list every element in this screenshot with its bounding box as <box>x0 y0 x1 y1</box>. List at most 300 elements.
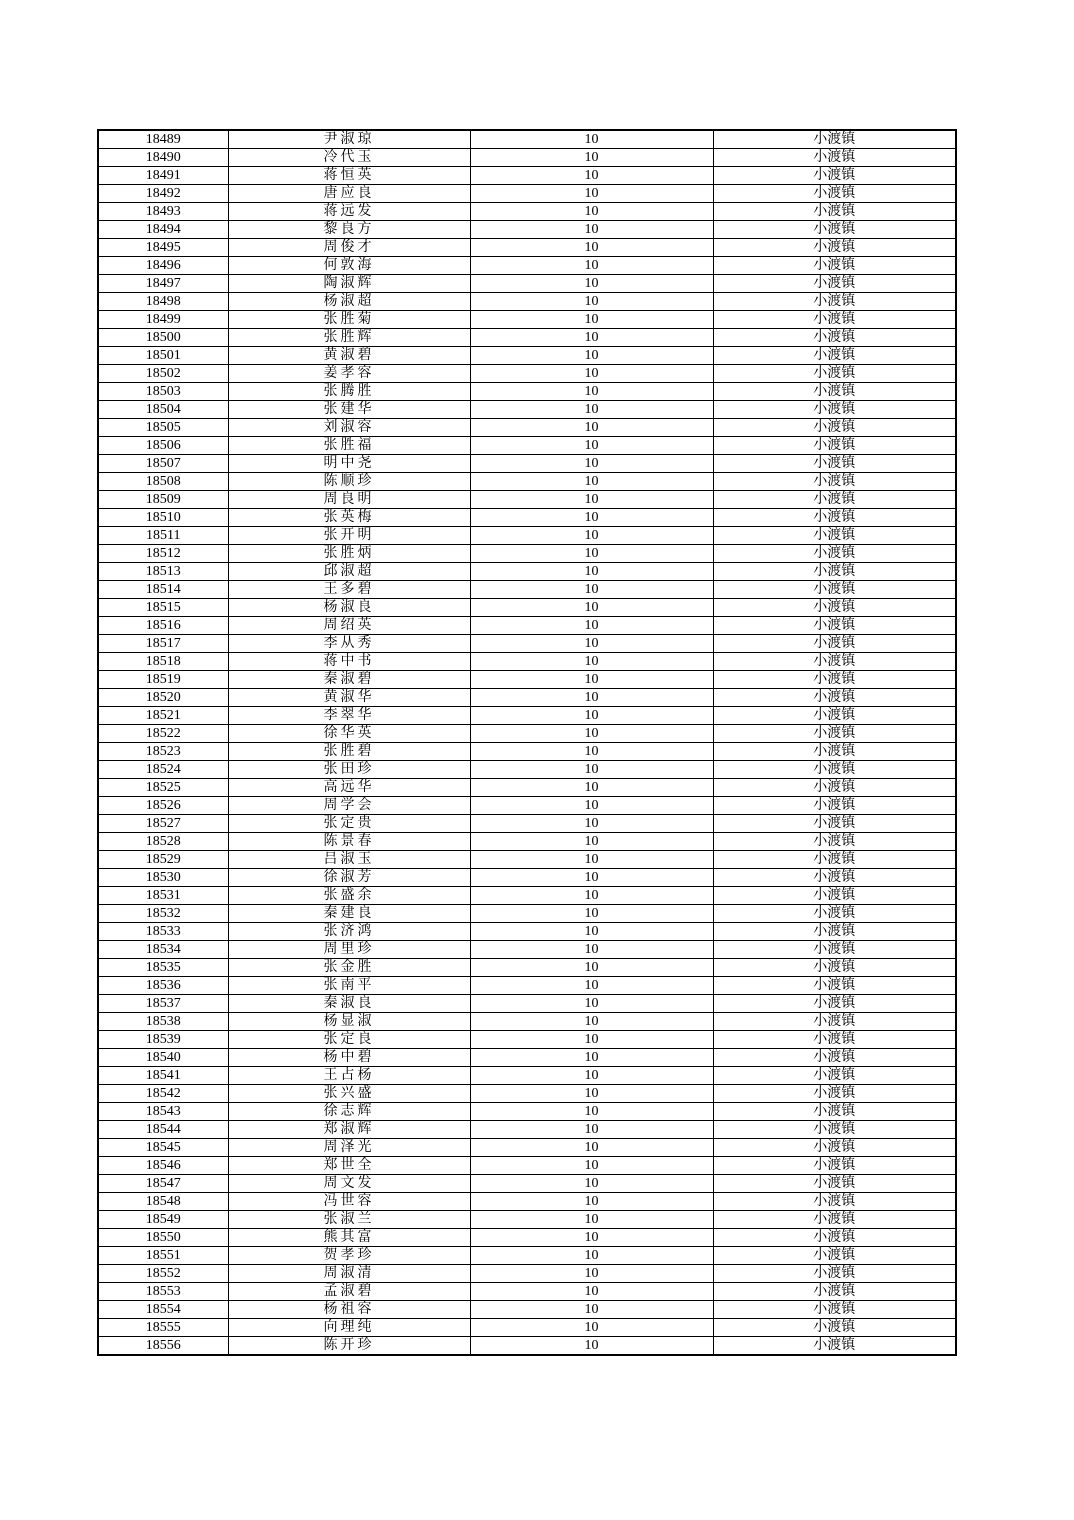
amount-cell: 10 <box>470 563 713 581</box>
amount-cell: 10 <box>470 941 713 959</box>
row-number-cell: 18493 <box>98 203 228 221</box>
name-cell: 周俊才 <box>228 239 470 257</box>
row-number-cell: 18554 <box>98 1301 228 1319</box>
name-cell: 张胜福 <box>228 437 470 455</box>
name-cell: 周绍英 <box>228 617 470 635</box>
name-cell: 吕淑玉 <box>228 851 470 869</box>
table-row <box>98 869 956 887</box>
row-number-cell: 18532 <box>98 905 228 923</box>
table-row <box>98 203 956 221</box>
row-number-cell: 18546 <box>98 1157 228 1175</box>
name-cell: 杨祖容 <box>228 1301 470 1319</box>
table-row <box>98 419 956 437</box>
name-cell: 张金胜 <box>228 959 470 977</box>
table-row <box>98 941 956 959</box>
row-number-cell: 18513 <box>98 563 228 581</box>
amount-cell: 10 <box>470 401 713 419</box>
row-number-cell: 18521 <box>98 707 228 725</box>
table-row <box>98 923 956 941</box>
amount-cell: 10 <box>470 725 713 743</box>
amount-cell: 10 <box>470 455 713 473</box>
amount-cell: 10 <box>470 1247 713 1265</box>
amount-cell: 10 <box>470 293 713 311</box>
table-row <box>98 275 956 293</box>
amount-cell: 10 <box>470 1139 713 1157</box>
town-cell: 小渡镇 <box>713 1229 956 1247</box>
amount-cell: 10 <box>470 1157 713 1175</box>
amount-cell: 10 <box>470 833 713 851</box>
name-cell: 陈景春 <box>228 833 470 851</box>
row-number-cell: 18531 <box>98 887 228 905</box>
amount-cell: 10 <box>470 635 713 653</box>
table-row <box>98 1103 956 1121</box>
roster-table <box>97 129 957 1356</box>
roster-body <box>98 130 956 1355</box>
name-cell: 张开明 <box>228 527 470 545</box>
town-cell: 小渡镇 <box>713 743 956 761</box>
amount-cell: 10 <box>470 1211 713 1229</box>
table-row <box>98 1067 956 1085</box>
town-cell: 小渡镇 <box>713 617 956 635</box>
row-number-cell: 18527 <box>98 815 228 833</box>
town-cell: 小渡镇 <box>713 509 956 527</box>
town-cell: 小渡镇 <box>713 167 956 185</box>
town-cell: 小渡镇 <box>713 833 956 851</box>
town-cell: 小渡镇 <box>713 815 956 833</box>
name-cell: 杨中碧 <box>228 1049 470 1067</box>
name-cell: 贺孝珍 <box>228 1247 470 1265</box>
amount-cell: 10 <box>470 185 713 203</box>
name-cell: 张南平 <box>228 977 470 995</box>
table-row <box>98 1013 956 1031</box>
row-number-cell: 18551 <box>98 1247 228 1265</box>
name-cell: 蒋中书 <box>228 653 470 671</box>
town-cell: 小渡镇 <box>713 1013 956 1031</box>
amount-cell: 10 <box>470 509 713 527</box>
town-cell: 小渡镇 <box>713 293 956 311</box>
table-row <box>98 905 956 923</box>
name-cell: 秦淑良 <box>228 995 470 1013</box>
town-cell: 小渡镇 <box>713 455 956 473</box>
name-cell: 陶淑辉 <box>228 275 470 293</box>
town-cell: 小渡镇 <box>713 149 956 167</box>
row-number-cell: 18496 <box>98 257 228 275</box>
table-row <box>98 1211 956 1229</box>
table-row <box>98 527 956 545</box>
table-row <box>98 1157 956 1175</box>
amount-cell: 10 <box>470 383 713 401</box>
table-row <box>98 257 956 275</box>
name-cell: 郑淑辉 <box>228 1121 470 1139</box>
amount-cell: 10 <box>470 347 713 365</box>
name-cell: 明中尧 <box>228 455 470 473</box>
name-cell: 秦建良 <box>228 905 470 923</box>
town-cell: 小渡镇 <box>713 923 956 941</box>
town-cell: 小渡镇 <box>713 473 956 491</box>
table-row <box>98 995 956 1013</box>
amount-cell: 10 <box>470 1337 713 1356</box>
name-cell: 何敦海 <box>228 257 470 275</box>
table-row <box>98 221 956 239</box>
amount-cell: 10 <box>470 599 713 617</box>
town-cell: 小渡镇 <box>713 1139 956 1157</box>
table-row <box>98 725 956 743</box>
town-cell: 小渡镇 <box>713 383 956 401</box>
row-number-cell: 18519 <box>98 671 228 689</box>
table-row <box>98 1085 956 1103</box>
amount-cell: 10 <box>470 1193 713 1211</box>
table-row <box>98 365 956 383</box>
table-row <box>98 167 956 185</box>
row-number-cell: 18533 <box>98 923 228 941</box>
row-number-cell: 18522 <box>98 725 228 743</box>
table-row <box>98 130 956 149</box>
table-row <box>98 1229 956 1247</box>
row-number-cell: 18540 <box>98 1049 228 1067</box>
town-cell: 小渡镇 <box>713 1319 956 1337</box>
row-number-cell: 18491 <box>98 167 228 185</box>
amount-cell: 10 <box>470 977 713 995</box>
amount-cell: 10 <box>470 473 713 491</box>
row-number-cell: 18498 <box>98 293 228 311</box>
name-cell: 唐应良 <box>228 185 470 203</box>
town-cell: 小渡镇 <box>713 1301 956 1319</box>
amount-cell: 10 <box>470 149 713 167</box>
name-cell: 周良明 <box>228 491 470 509</box>
table-row <box>98 617 956 635</box>
table-row <box>98 293 956 311</box>
town-cell: 小渡镇 <box>713 1283 956 1301</box>
town-cell: 小渡镇 <box>713 491 956 509</box>
name-cell: 冯世容 <box>228 1193 470 1211</box>
town-cell: 小渡镇 <box>713 221 956 239</box>
amount-cell: 10 <box>470 1013 713 1031</box>
name-cell: 李从秀 <box>228 635 470 653</box>
row-number-cell: 18542 <box>98 1085 228 1103</box>
name-cell: 陈开珍 <box>228 1337 470 1356</box>
row-number-cell: 18512 <box>98 545 228 563</box>
town-cell: 小渡镇 <box>713 1175 956 1193</box>
amount-cell: 10 <box>470 1175 713 1193</box>
amount-cell: 10 <box>470 887 713 905</box>
row-number-cell: 18518 <box>98 653 228 671</box>
town-cell: 小渡镇 <box>713 527 956 545</box>
amount-cell: 10 <box>470 1103 713 1121</box>
row-number-cell: 18548 <box>98 1193 228 1211</box>
table-row <box>98 1301 956 1319</box>
table-row <box>98 491 956 509</box>
town-cell: 小渡镇 <box>713 977 956 995</box>
amount-cell: 10 <box>470 221 713 239</box>
name-cell: 周淑清 <box>228 1265 470 1283</box>
table-row <box>98 797 956 815</box>
row-number-cell: 18547 <box>98 1175 228 1193</box>
row-number-cell: 18502 <box>98 365 228 383</box>
town-cell: 小渡镇 <box>713 1193 956 1211</box>
row-number-cell: 18508 <box>98 473 228 491</box>
table-row <box>98 851 956 869</box>
row-number-cell: 18499 <box>98 311 228 329</box>
table-row <box>98 347 956 365</box>
town-cell: 小渡镇 <box>713 437 956 455</box>
amount-cell: 10 <box>470 923 713 941</box>
amount-cell: 10 <box>470 1067 713 1085</box>
row-number-cell: 18504 <box>98 401 228 419</box>
row-number-cell: 18500 <box>98 329 228 347</box>
amount-cell: 10 <box>470 905 713 923</box>
amount-cell: 10 <box>470 1301 713 1319</box>
amount-cell: 10 <box>470 365 713 383</box>
name-cell: 周泽光 <box>228 1139 470 1157</box>
name-cell: 张田珍 <box>228 761 470 779</box>
table-row <box>98 509 956 527</box>
amount-cell: 10 <box>470 1085 713 1103</box>
name-cell: 徐华英 <box>228 725 470 743</box>
table-row <box>98 743 956 761</box>
town-cell: 小渡镇 <box>713 905 956 923</box>
amount-cell: 10 <box>470 203 713 221</box>
amount-cell: 10 <box>470 581 713 599</box>
row-number-cell: 18511 <box>98 527 228 545</box>
amount-cell: 10 <box>470 959 713 977</box>
row-number-cell: 18506 <box>98 437 228 455</box>
name-cell: 熊其富 <box>228 1229 470 1247</box>
town-cell: 小渡镇 <box>713 1211 956 1229</box>
row-number-cell: 18520 <box>98 689 228 707</box>
amount-cell: 10 <box>470 995 713 1013</box>
row-number-cell: 18549 <box>98 1211 228 1229</box>
row-number-cell: 18538 <box>98 1013 228 1031</box>
town-cell: 小渡镇 <box>713 779 956 797</box>
town-cell: 小渡镇 <box>713 185 956 203</box>
name-cell: 蒋远发 <box>228 203 470 221</box>
town-cell: 小渡镇 <box>713 797 956 815</box>
amount-cell: 10 <box>470 437 713 455</box>
name-cell: 周学会 <box>228 797 470 815</box>
table-row <box>98 545 956 563</box>
table-row <box>98 383 956 401</box>
row-number-cell: 18489 <box>98 130 228 149</box>
name-cell: 郑世全 <box>228 1157 470 1175</box>
table-row <box>98 977 956 995</box>
name-cell: 张淑兰 <box>228 1211 470 1229</box>
town-cell: 小渡镇 <box>713 563 956 581</box>
table-row <box>98 563 956 581</box>
town-cell: 小渡镇 <box>713 1031 956 1049</box>
amount-cell: 10 <box>470 743 713 761</box>
amount-cell: 10 <box>470 1319 713 1337</box>
table-row <box>98 455 956 473</box>
table-row <box>98 1139 956 1157</box>
amount-cell: 10 <box>470 869 713 887</box>
town-cell: 小渡镇 <box>713 599 956 617</box>
row-number-cell: 18494 <box>98 221 228 239</box>
amount-cell: 10 <box>470 130 713 149</box>
name-cell: 黄淑华 <box>228 689 470 707</box>
town-cell: 小渡镇 <box>713 995 956 1013</box>
row-number-cell: 18490 <box>98 149 228 167</box>
amount-cell: 10 <box>470 1049 713 1067</box>
name-cell: 张定贵 <box>228 815 470 833</box>
amount-cell: 10 <box>470 689 713 707</box>
name-cell: 张建华 <box>228 401 470 419</box>
row-number-cell: 18509 <box>98 491 228 509</box>
amount-cell: 10 <box>470 311 713 329</box>
amount-cell: 10 <box>470 1031 713 1049</box>
town-cell: 小渡镇 <box>713 689 956 707</box>
town-cell: 小渡镇 <box>713 1067 956 1085</box>
amount-cell: 10 <box>470 671 713 689</box>
town-cell: 小渡镇 <box>713 401 956 419</box>
town-cell: 小渡镇 <box>713 581 956 599</box>
table-row <box>98 311 956 329</box>
row-number-cell: 18537 <box>98 995 228 1013</box>
name-cell: 张兴盛 <box>228 1085 470 1103</box>
row-number-cell: 18505 <box>98 419 228 437</box>
town-cell: 小渡镇 <box>713 851 956 869</box>
row-number-cell: 18556 <box>98 1337 228 1356</box>
row-number-cell: 18524 <box>98 761 228 779</box>
town-cell: 小渡镇 <box>713 1265 956 1283</box>
amount-cell: 10 <box>470 797 713 815</box>
row-number-cell: 18497 <box>98 275 228 293</box>
amount-cell: 10 <box>470 239 713 257</box>
name-cell: 张盛余 <box>228 887 470 905</box>
row-number-cell: 18555 <box>98 1319 228 1337</box>
amount-cell: 10 <box>470 419 713 437</box>
amount-cell: 10 <box>470 275 713 293</box>
amount-cell: 10 <box>470 761 713 779</box>
name-cell: 尹淑琼 <box>228 130 470 149</box>
amount-cell: 10 <box>470 167 713 185</box>
town-cell: 小渡镇 <box>713 1085 956 1103</box>
town-cell: 小渡镇 <box>713 1103 956 1121</box>
row-number-cell: 18545 <box>98 1139 228 1157</box>
name-cell: 黄淑碧 <box>228 347 470 365</box>
name-cell: 张胜碧 <box>228 743 470 761</box>
amount-cell: 10 <box>470 815 713 833</box>
table-row <box>98 1265 956 1283</box>
row-number-cell: 18536 <box>98 977 228 995</box>
amount-cell: 10 <box>470 329 713 347</box>
table-row <box>98 779 956 797</box>
town-cell: 小渡镇 <box>713 347 956 365</box>
town-cell: 小渡镇 <box>713 329 956 347</box>
row-number-cell: 18535 <box>98 959 228 977</box>
amount-cell: 10 <box>470 779 713 797</box>
row-number-cell: 18552 <box>98 1265 228 1283</box>
table-row <box>98 473 956 491</box>
table-row <box>98 707 956 725</box>
town-cell: 小渡镇 <box>713 1157 956 1175</box>
row-number-cell: 18503 <box>98 383 228 401</box>
name-cell: 徐淑芳 <box>228 869 470 887</box>
amount-cell: 10 <box>470 617 713 635</box>
town-cell: 小渡镇 <box>713 239 956 257</box>
name-cell: 李翠华 <box>228 707 470 725</box>
name-cell: 王多碧 <box>228 581 470 599</box>
table-row <box>98 959 956 977</box>
row-number-cell: 18541 <box>98 1067 228 1085</box>
town-cell: 小渡镇 <box>713 761 956 779</box>
town-cell: 小渡镇 <box>713 1121 956 1139</box>
town-cell: 小渡镇 <box>713 671 956 689</box>
row-number-cell: 18495 <box>98 239 228 257</box>
table-row <box>98 653 956 671</box>
town-cell: 小渡镇 <box>713 635 956 653</box>
name-cell: 杨淑良 <box>228 599 470 617</box>
table-row <box>98 671 956 689</box>
table-row <box>98 689 956 707</box>
amount-cell: 10 <box>470 1121 713 1139</box>
town-cell: 小渡镇 <box>713 545 956 563</box>
row-number-cell: 18553 <box>98 1283 228 1301</box>
town-cell: 小渡镇 <box>713 275 956 293</box>
town-cell: 小渡镇 <box>713 1247 956 1265</box>
table-row <box>98 185 956 203</box>
table-row <box>98 329 956 347</box>
amount-cell: 10 <box>470 527 713 545</box>
table-row <box>98 149 956 167</box>
amount-cell: 10 <box>470 491 713 509</box>
town-cell: 小渡镇 <box>713 725 956 743</box>
name-cell: 姜孝容 <box>228 365 470 383</box>
row-number-cell: 18525 <box>98 779 228 797</box>
name-cell: 陈顺珍 <box>228 473 470 491</box>
row-number-cell: 18539 <box>98 1031 228 1049</box>
table-row <box>98 1049 956 1067</box>
table-row <box>98 833 956 851</box>
name-cell: 张腾胜 <box>228 383 470 401</box>
table-row <box>98 635 956 653</box>
town-cell: 小渡镇 <box>713 311 956 329</box>
name-cell: 张胜炳 <box>228 545 470 563</box>
table-row <box>98 815 956 833</box>
name-cell: 王占杨 <box>228 1067 470 1085</box>
name-cell: 杨淑超 <box>228 293 470 311</box>
row-number-cell: 18515 <box>98 599 228 617</box>
town-cell: 小渡镇 <box>713 365 956 383</box>
row-number-cell: 18517 <box>98 635 228 653</box>
town-cell: 小渡镇 <box>713 257 956 275</box>
name-cell: 向理纯 <box>228 1319 470 1337</box>
row-number-cell: 18530 <box>98 869 228 887</box>
row-number-cell: 18526 <box>98 797 228 815</box>
row-number-cell: 18492 <box>98 185 228 203</box>
name-cell: 张胜辉 <box>228 329 470 347</box>
row-number-cell: 18550 <box>98 1229 228 1247</box>
name-cell: 张定良 <box>228 1031 470 1049</box>
name-cell: 张胜菊 <box>228 311 470 329</box>
row-number-cell: 18544 <box>98 1121 228 1139</box>
town-cell: 小渡镇 <box>713 653 956 671</box>
name-cell: 孟淑碧 <box>228 1283 470 1301</box>
name-cell: 张英梅 <box>228 509 470 527</box>
table-row <box>98 1175 956 1193</box>
amount-cell: 10 <box>470 707 713 725</box>
table-row <box>98 1193 956 1211</box>
table-row <box>98 599 956 617</box>
town-cell: 小渡镇 <box>713 419 956 437</box>
row-number-cell: 18523 <box>98 743 228 761</box>
row-number-cell: 18543 <box>98 1103 228 1121</box>
table-row <box>98 437 956 455</box>
amount-cell: 10 <box>470 1229 713 1247</box>
name-cell: 周文发 <box>228 1175 470 1193</box>
town-cell: 小渡镇 <box>713 959 956 977</box>
name-cell: 邱淑超 <box>228 563 470 581</box>
amount-cell: 10 <box>470 851 713 869</box>
